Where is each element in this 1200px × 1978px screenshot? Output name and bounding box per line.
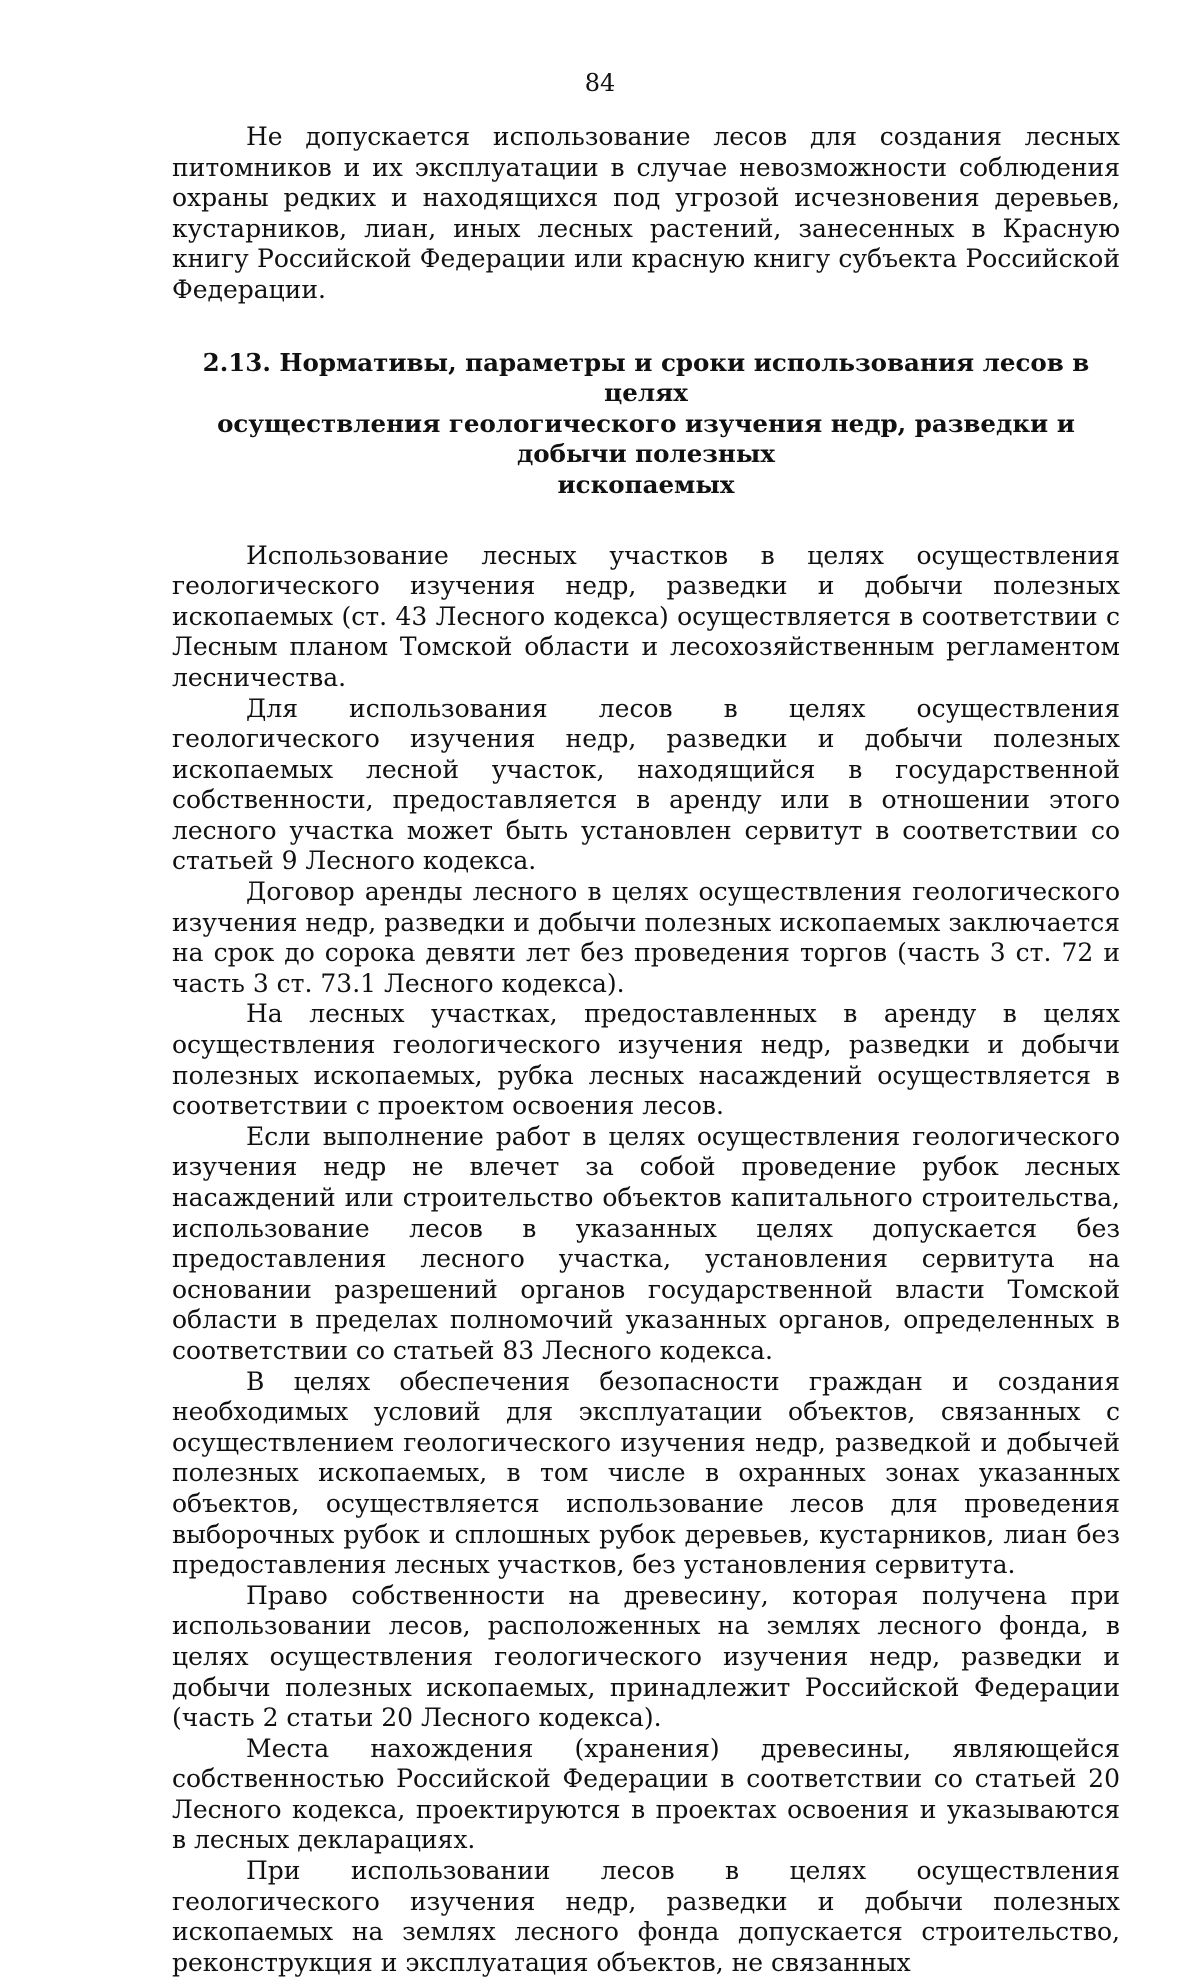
body-paragraph: Если выполнение работ в целях осуществления геологического изучения недр не влечет за собой проведение рубок лесных насаждений или строительство объектов капитального строительства, использование лесов в указанных целях допускается без предоставления лесного участка, установления сервитута на основании разрешений органов государственной власти Томской области в пределах полномочий указанных органов, определенных в соответствии со статьей 83 Лесного кодекса. xyxy=(172,1121,1120,1365)
body-paragraph: На лесных участках, предоставленных в аренду в целях осуществления геологического изучения недр, разведки и добычи полезных ископаемых, рубка лесных насаждений осуществляется в соответствии с проектом освоения лесов. xyxy=(172,999,1120,1121)
body-paragraph: Использование лесных участков в целях осуществления геологического изучения недр, разведки и добычи полезных ископаемых (ст. 43 Лесного кодекса) осуществляется в соответствии с Лесным планом Томской области и лесохозяйственным регламентом лесничества. xyxy=(172,540,1120,692)
body-paragraph: Места нахождения (хранения) древесины, являющейся собственностью Российской Федерации в соответствии со статьей 20 Лесного кодекса, проектируются в проектах освоения и указываются в лесных декларациях. xyxy=(172,1733,1120,1855)
section-heading-line-2: осуществления геологического изучения недр, разведки и добычи полезных xyxy=(217,408,1075,469)
section-heading xyxy=(172,348,1120,501)
body-paragraph-last: При использовании лесов в целях осуществления геологического изучения недр, разведки и добычи полезных ископаемых на землях лесного фонда допускается строительство, реконструкция и эксплуатация объектов, не связанных xyxy=(172,1856,1120,1977)
intro-paragraph: Не допускается использование лесов для создания лесных питомников и их эксплуатации в случае невозможности соблюдения охраны редких и находящихся под угрозой исчезновения деревьев, кустарников, лиан, иных лесных растений, занесенных в Красную книгу Российской Федерации или красную книгу субъекта Российской Федерации. xyxy=(172,122,1120,304)
body-paragraph: В целях обеспечения безопасности граждан и создания необходимых условий для эксплуатации объектов, связанных с осуществлением геологического изучения недр, разведкой и добычей полезных ископаемых, в том числе в охранных зонах указанных объектов, осуществляется использование лесов для проведения выборочных рубок и сплошных рубок деревьев, кустарников, лиан без предоставления лесных участков, без установления сервитута. xyxy=(172,1366,1120,1580)
body-paragraph: Договор аренды лесного в целях осуществления геологического изучения недр, разведки и добычи полезных ископаемых заключается на срок до сорока девяти лет без проведения торгов (часть 3 ст. 72 и часть 3 ст. 73.1 Лесного кодекса). xyxy=(172,877,1120,998)
section-heading-line-3: ископаемых xyxy=(557,469,735,499)
body-paragraph: Для использования лесов в целях осуществления геологического изучения недр, разведки и добычи полезных ископаемых лесной участок, находящийся в государственной собственности, предоставляется в аренду или в отношении этого лесного участка может быть установлен сервитут в соответствии со статьей 9 Лесного кодекса. xyxy=(172,693,1120,876)
page-content xyxy=(172,122,1120,1978)
section-heading-line-1: 2.13. Нормативы, параметры и сроки использования лесов в целях xyxy=(202,347,1090,408)
page-number: 84 xyxy=(584,69,616,97)
body-paragraph: Право собственности на древесину, которая получена при использовании лесов, расположенных на землях лесного фонда, в целях осуществления геологического изучения недр, разведки и добычи полезных ископаемых, принадлежит Российской Федерации (часть 2 статьи 20 Лесного кодекса). xyxy=(172,1580,1120,1733)
